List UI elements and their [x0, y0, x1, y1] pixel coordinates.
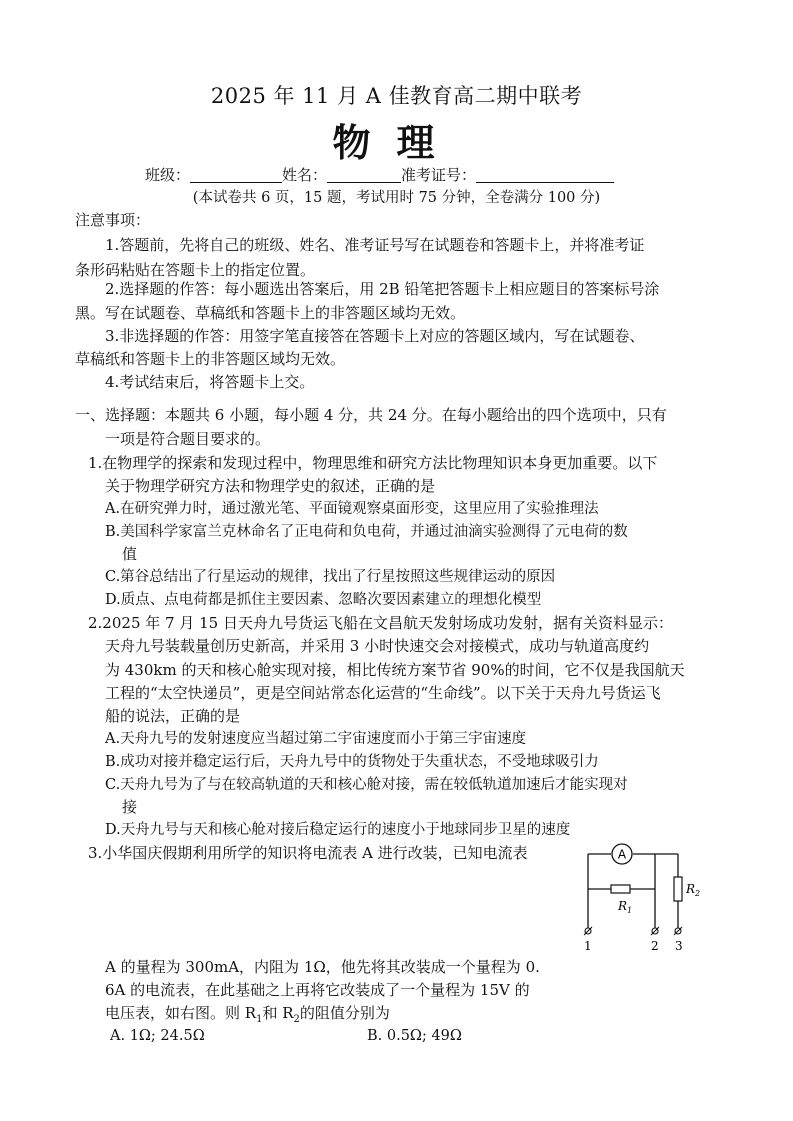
notice-item-3a: 3.非选择题的作答：用签字笔直接答在答题卡上对应的答题区域内，写在试题卷、 [105, 327, 645, 345]
circuit-wires [588, 854, 678, 928]
q2-stem-a: 2.2025 年 7 月 15 日天舟九号货运飞船在文昌航天发射场成功发射，据有关资料显示： [88, 614, 673, 632]
class-label: 班级： [145, 166, 191, 184]
notice-item-1a: 1.答题前，先将自己的班级、姓名、准考证号写在试题卷和答题卡上，并将准考证 [105, 236, 645, 254]
svg-text:A: A [617, 847, 627, 862]
exam-title: 2025 年 11 月 A 佳教育高二期中联考 [210, 84, 583, 108]
notice-item-2a: 2.选择题的作答：每小题选出答案后，用 2B 铅笔把答题卡上相应题目的答案标号涂 [105, 280, 660, 298]
terminal-3-label: 3 [675, 939, 683, 953]
terminal-2-label: 2 [651, 939, 659, 953]
subject-title: 物理 [332, 120, 461, 165]
q3-stem-a: 3.小华国庆假期利用所学的知识将电流表 A 进行改装，已知电流表 [88, 844, 528, 862]
section1-heading-b: 一项是符合题目要求的。 [105, 430, 271, 448]
r1-label: $R_1$ [618, 899, 633, 915]
r2-label: $R_2$ [686, 882, 701, 898]
q1-option-d: D.质点、点电荷都是抓住主要因素、忽略次要因素建立的理想化模型 [105, 592, 542, 608]
q3-stem-d: 电压表，如右图。则 $R_1$和 $R_2$的阻值分别为 [105, 1004, 390, 1025]
q2-stem-b: 天舟九号装载量创历史新高，并采用 3 小时快速交会对接模式，成功与轨道高度约 [105, 637, 650, 655]
student-info-row [145, 164, 614, 185]
class-field[interactable] [190, 166, 282, 183]
notice-item-1b: 条形码粘贴在答题卡上的指定位置。 [75, 261, 316, 279]
q3-stem-c: 6A 的电流表，在此基础之上再将它改装成了一个量程为 15V 的 [105, 981, 530, 999]
q2-option-c-a: C.天舟九号为了与在较高轨道的天和核心舱对接，需在较低轨道加速后才能实现对 [105, 777, 628, 793]
q2-stem-e: 船的说法，正确的是 [105, 707, 241, 725]
q2-stem-d: 工程的“太空快递员”，更是空间站常态化运营的“生命线”。以下关于天舟九号货运飞 [105, 684, 661, 702]
q2-option-d: D.天舟九号与天和核心舱对接后稳定运行的速度小于地球同步卫星的速度 [105, 822, 571, 838]
q2-option-b: B.成功对接并稳定运行后，天舟九号中的货物处于失重状态，不受地球吸引力 [105, 754, 599, 770]
q3-option-a: A. 1Ω; 24.5Ω [110, 1028, 205, 1044]
resistor-r1 [611, 885, 630, 893]
notice-item-4: 4.考试结束后，将答题卡上交。 [105, 373, 315, 391]
notice-item-2b: 黑。写在试题卷、草稿纸和答题卡上的非答题区域均无效。 [75, 304, 466, 322]
q1-stem-a: 1.在物理学的探索和发现过程中，物理思维和研究方法比物理知识本身更加重要。以下 [88, 454, 658, 472]
notice-heading: 注意事项： [75, 211, 151, 229]
q2-stem-c: 为 430km 的天和核心舱实现对接，相比传统方案节省 90%的时间，它不仅是我国航天 [105, 661, 685, 679]
exam-no-label: 准考证号： [401, 166, 477, 184]
section1-heading-a: 一、选择题：本题共 6 小题，每小题 4 分，共 24 分。在每小题给出的四个选项中，只有 [75, 406, 667, 424]
ammeter-icon [612, 844, 632, 864]
q1-stem-b: 关于物理学研究方法和物理学史的叙述，正确的是 [105, 477, 436, 495]
terminals [584, 927, 682, 935]
terminal-1-label: 1 [584, 939, 592, 953]
q1-option-c: C.第谷总结出了行星运动的规律，找出了行星按照这些规律运动的原因 [105, 569, 556, 585]
exam-no-field[interactable] [476, 166, 614, 183]
notice-item-3b: 草稿纸和答题卡上的非答题区域均无效。 [75, 350, 346, 368]
resistor-r2 [674, 877, 682, 901]
q2-option-a: A.天舟九号的发射速度应当超过第二宇宙速度而小于第三宇宙速度 [105, 731, 527, 747]
q3-stem-b: A 的量程为 300mA，内阻为 1Ω，他先将其改装成一个量程为 0. [105, 958, 540, 976]
q1-option-b-b: 值 [122, 545, 138, 563]
q2-option-c-b: 接 [122, 798, 138, 816]
q1-option-a: A.在研究弹力时，通过激光笔、平面镜观察桌面形变，这里应用了实验推理法 [105, 501, 599, 517]
name-field[interactable] [327, 166, 401, 183]
circuit-diagram [578, 840, 708, 955]
q1-option-b-a: B.美国科学家富兰克林命名了正电荷和负电荷，并通过油滴实验测得了元电荷的数 [105, 524, 628, 540]
name-label: 姓名： [282, 166, 328, 184]
q3-option-b: B. 0.5Ω; 49Ω [367, 1028, 462, 1044]
exam-note: (本试卷共 6 页，15 题，考试用时 75 分钟，全卷满分 100 分) [192, 190, 601, 206]
